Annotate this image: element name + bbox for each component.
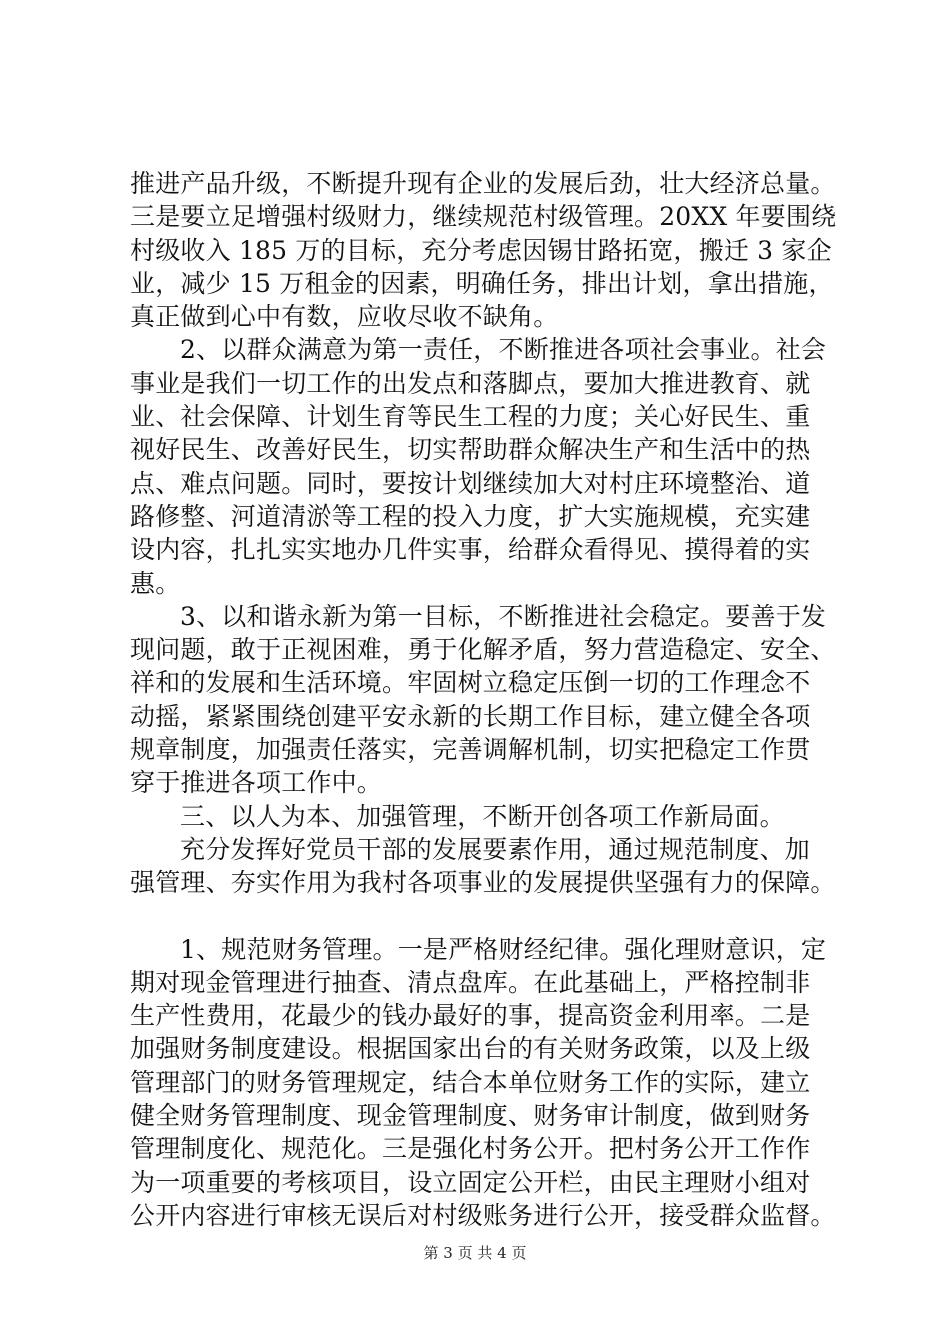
text-line: 强管理、夯实作用为我村各项事业的发展提供坚强有力的保障。: [130, 868, 836, 898]
text-line: 期对现金管理进行抽查、清点盘库。在此基础上，严格控制非: [130, 967, 811, 997]
text-line: 祥和的发展和生活环境。牢固树立稳定压倒一切的工作理念不: [130, 668, 811, 698]
paragraph-start-line: 充分发挥好党员干部的发展要素作用，通过规范制度、加: [180, 834, 811, 864]
text-line: 路修整、河道清淤等工程的投入力度，扩大实施规模，充实建: [130, 501, 811, 531]
text-line: 动摇，紧紧围绕创建平安永新的长期工作目标，建立健全各项: [130, 701, 811, 731]
text-line: 村级收入 185 万的目标，充分考虑因锡甘路拓宽，搬迁 3 家企: [130, 235, 832, 265]
text-line: 设内容，扎扎实实地办几件实事，给群众看得见、摸得着的实: [130, 535, 811, 565]
text-line: 公开内容进行审核无误后对村级账务进行公开，接受群众监督。: [130, 1200, 836, 1230]
text-line: 推进产品升级，不断提升现有企业的发展后劲，壮大经济总量。: [130, 169, 836, 198]
text-line: 管理制度化、规范化。三是强化村务公开。把村务公开工作作: [130, 1134, 811, 1164]
text-line: 业，减少 15 万租金的因素，明确任务，排出计划，拿出措施，: [130, 268, 834, 298]
text-line: 规章制度，加强责任落实，完善调解机制，切实把稳定工作贯: [130, 735, 811, 765]
page-number-footer: 第 3 页 共 4 页: [423, 1244, 527, 1262]
text-line: 事业是我们一切工作的出发点和落脚点，要加大推进教育、就: [130, 368, 811, 398]
text-line: 视好民生、改善好民生，切实帮助群众解决生产和生活中的热: [130, 435, 811, 465]
text-line: 业、社会保障、计划生育等民生工程的力度；关心好民生、重: [130, 402, 811, 432]
document-body: [130, 167, 837, 1232]
text-line: 点、难点问题。同时，要按计划继续加大对村庄环境整治、道: [130, 468, 811, 498]
text-line: 加强财务制度建设。根据国家出台的有关财务政策，以及上级: [130, 1034, 811, 1064]
paragraph-start-line: 2、以群众满意为第一责任，不断推进各项社会事业。社会: [180, 335, 827, 365]
paragraph-start-line: 3、以和谐永新为第一目标，不断推进社会稳定。要善于发: [180, 601, 827, 631]
text-line: 健全财务管理制度、现金管理制度、财务审计制度，做到财务: [130, 1101, 811, 1131]
text-line: 现问题，敢于正视困难，勇于化解矛盾，努力营造稳定、安全、: [130, 635, 836, 665]
text-line: 管理部门的财务管理规定，结合本单位财务工作的实际，建立: [130, 1067, 811, 1097]
text-line: 真正做到心中有数，应收尽收不缺角。: [130, 302, 559, 332]
text-line: 生产性费用，花最少的钱办最好的事，提高资金利用率。二是: [130, 1001, 811, 1031]
text-line: 三是要立足增强村级财力，继续规范村级管理。20XX 年要围绕: [130, 202, 837, 232]
paragraph-start-line: 1、规范财务管理。一是严格财经纪律。强化理财意识，定: [180, 934, 827, 964]
text-line: 穿于推进各项工作中。: [130, 768, 383, 798]
section-heading: 三、以人为本、加强管理，不断开创各项工作新局面。: [180, 801, 785, 831]
text-line: 惠。: [130, 568, 181, 598]
paragraph-gap: [130, 900, 830, 933]
text-line: 为一项重要的考核项目，设立固定公开栏，由民主理财小组对: [130, 1167, 811, 1197]
